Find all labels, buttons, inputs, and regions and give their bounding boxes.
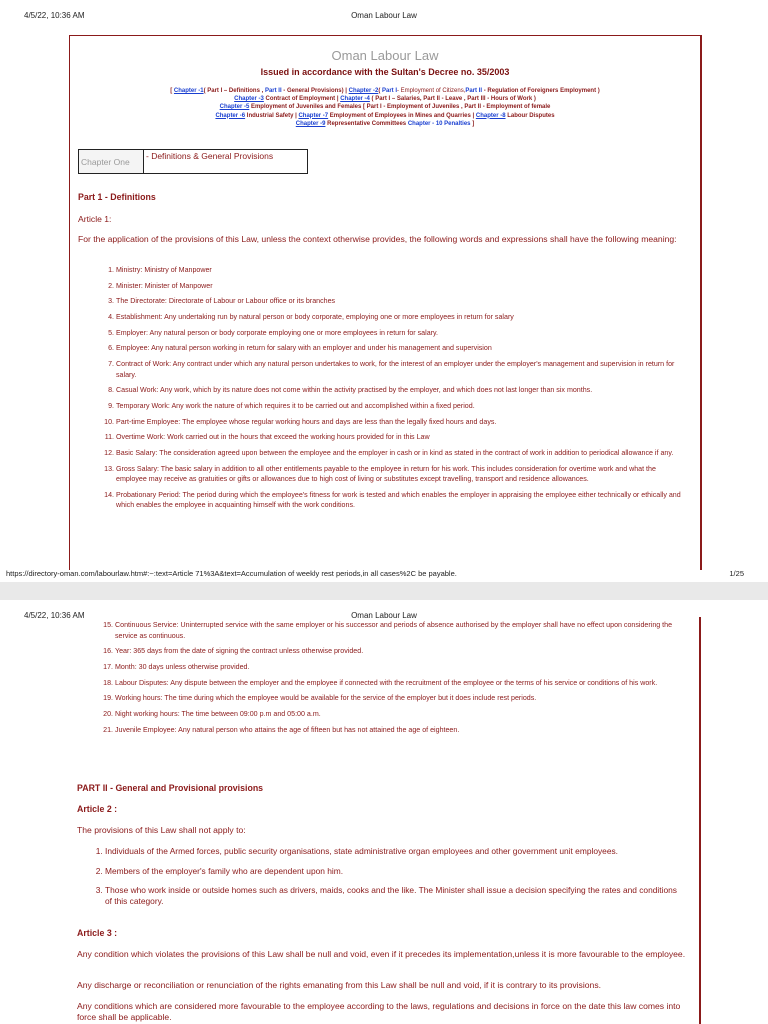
toc-text: ( Part I – Definitions , (203, 88, 265, 94)
list-item: 18. Labour Disputes: Any dispute between the employer and the employee if connected with the recruitment of the employee or the terms of his service or conditions of his work. (115, 678, 685, 689)
print-footer (0, 569, 768, 581)
toc-link-chapter-6[interactable]: Chapter -6 (215, 112, 246, 119)
toc-link-chapter-1[interactable]: Chapter -1 (173, 88, 204, 94)
toc-text: ] (470, 120, 475, 127)
toc-text: Employment of Juveniles and Females [ Part I - Employment of Juveniles , Part II - Employment of female (249, 104, 551, 111)
part-2-heading: PART II - General and Provisional provisions (77, 783, 264, 793)
toc-link-chapter-3[interactable]: Chapter -3 (234, 96, 264, 103)
toc-line-5 (110, 120, 660, 128)
list-item: 1. Individuals of the Armed forces, public security organisations, state administrative organ employees and other government unit employees. (105, 846, 685, 857)
list-item: 16. Year: 365 days from the date of signing the contract unless otherwise provided. (115, 646, 685, 657)
toc-text: ( (378, 88, 382, 94)
toc-text: - General Provisions) | (281, 88, 349, 94)
list-item: 7. Contract of Work: Any contract under which any natural person undertakes to work, for the interest of an employer under the employer's management and supervision in return for salary. (116, 359, 686, 380)
toc-text: ( Part I – Salaries, Part II - Leave , Part III - Hours of Work ) (369, 96, 536, 103)
document-subtitle: Issued in accordance with the Sultan's Decree no. 35/2003 (260, 67, 510, 77)
list-item: 17. Month: 30 days unless otherwise provided. (115, 662, 685, 673)
toc-link-part-1[interactable]: Part I (382, 88, 398, 94)
toc-link-chapter-2[interactable]: Chapter -2 (348, 88, 379, 94)
list-item: 8. Casual Work: Any work, which by its nature does not come within the activity practised by the employer, and which does not last longer than six months. (116, 385, 686, 396)
article-3-para-2: Any discharge or reconciliation or renunciation of the rights emanating from this Law shall be null and void, if it is contrary to its provisions. (77, 980, 602, 990)
list-item: 20. Night working hours: The time between 09:00 p.m and 05:00 a.m. (115, 709, 685, 720)
list-item: 5. Employer: Any natural person or body corporate employing one or more employees in return for salary. (116, 328, 686, 339)
article-2-list (69, 846, 685, 915)
toc-text: - Employment of Citizens, (397, 88, 466, 94)
toc-text: - Regulation of Foreigners Employment ) (482, 88, 600, 94)
pdf-page-2 (0, 600, 768, 1024)
list-item: 1. Ministry: Ministry of Manpower (116, 265, 686, 276)
chapter-number: Chapter One (79, 150, 144, 173)
toc-link-chapter-8[interactable]: Chapter -8 (475, 112, 506, 119)
part-1-heading: Part 1 - Definitions (78, 192, 156, 202)
toc-text: [ (170, 88, 174, 94)
list-item: 6. Employee: Any natural person working in return for salary with an employer and under his management and supervision (116, 343, 686, 354)
page-number: 1/25 (729, 569, 744, 578)
toc-line-3 (110, 103, 660, 111)
list-item: 9. Temporary Work: Any work the nature of which requires it to be carried out and accomplished within a fixed period. (116, 401, 686, 412)
toc-link-part-2[interactable]: Part II (264, 88, 282, 94)
list-item: 14. Probationary Period: The period during which the employee's fitness for work is tested and which enables the employer in appraising the employee either technically or ethically and which enables the employee in acquainting himself with the work conditions. (116, 490, 686, 511)
definitions-list (70, 265, 686, 516)
toc-text: Labour Disputes (505, 112, 555, 119)
chapter-heading-box (78, 149, 308, 174)
toc-link-chapter-9[interactable]: Chapter -9 (295, 120, 326, 127)
toc-link-chapter-4[interactable]: Chapter -4 (340, 96, 370, 103)
list-item: 2. Members of the employer's family who are dependent upon him. (105, 866, 685, 877)
article-1-label: Article 1: (78, 214, 112, 224)
list-item: 3. Those who work inside or outside homes such as drivers, maids, cooks and the like. The Minister shall issue a decision specifying the rates and conditions of this category. (105, 885, 685, 906)
document-title: Oman Labour Law (331, 48, 439, 63)
list-item: 21. Juvenile Employee: Any natural person who attains the age of fifteen but has not attained the age of eighteen. (115, 725, 685, 736)
list-item: 15. Continuous Service: Uninterrupted service with the same employer or his successor and periods of absence authorised by the employer shall have no effect upon considering the service as continuous. (115, 620, 685, 641)
toc-line-2 (110, 95, 660, 103)
article-3-para-3: Any conditions which are considered more favourable to the employee according to the laws, regulations and decisions in force on the date this law comes into force shall be applicable. (77, 1001, 681, 1022)
print-date: 4/5/22, 10:36 AM (24, 11, 85, 20)
toc-link-chapter-7[interactable]: Chapter -7 (298, 112, 329, 119)
list-item: 12. Basic Salary: The consideration agreed upon between the employee and the employer in cash or in kind as stated in the contract of work in addition to periodical allowance if any. (116, 448, 686, 459)
toc-line-1 (110, 87, 660, 95)
toc-text: Contract of Employment | (263, 96, 341, 103)
print-title: Oman Labour Law (351, 611, 417, 620)
article-3-para-1: Any condition which violates the provisions of this Law shall be null and void, even if it precedes its implementation,unless it is more favourable to the employee. (77, 949, 686, 959)
table-of-contents (110, 87, 660, 128)
chapter-name: - Definitions & General Provisions (146, 151, 274, 161)
article-2-intro: The provisions of this Law shall not apply to: (77, 825, 246, 835)
toc-text: Industrial Safety | (245, 112, 299, 119)
toc-link-chapter-10[interactable]: Chapter - 10 Penalties (407, 120, 471, 127)
print-header (0, 11, 768, 23)
article-1-intro: For the application of the provisions of this Law, unless the context otherwise provides, the following words and expressions shall have the following meaning: (78, 234, 677, 244)
print-url: https://directory-oman.com/labourlaw.htm#:~:text=Article 71%3A&text=Accumulation of weekly rest periods,in all cases%2C be payable. (6, 569, 457, 578)
article-3-label: Article 3 : (77, 928, 118, 938)
document-frame (69, 617, 701, 1024)
toc-link-chapter-5[interactable]: Chapter -5 (219, 104, 250, 111)
document-frame (69, 35, 702, 570)
print-date: 4/5/22, 10:36 AM (24, 611, 85, 620)
list-item: 4. Establishment: Any undertaking run by natural person or body corporate, employing one or more employees in return for salary (116, 312, 686, 323)
list-item: 2. Minister: Minister of Manpower (116, 281, 686, 292)
list-item: 3. The Directorate: Directorate of Labour or Labour office or its branches (116, 296, 686, 307)
print-title: Oman Labour Law (351, 11, 417, 20)
toc-link-part-2b[interactable]: Part II (465, 88, 483, 94)
toc-text: Representative Committees (325, 120, 408, 127)
definitions-list-continued (69, 620, 685, 740)
toc-text: Employment of Employees in Mines and Quarries | (328, 112, 476, 119)
toc-line-4 (110, 112, 660, 120)
list-item: 10. Part-time Employee: The employee whose regular working hours and days are less than the legally fixed hours and days. (116, 417, 686, 428)
list-item: 11. Overtime Work: Work carried out in the hours that exceed the working hours provided for in this Law (116, 432, 686, 443)
list-item: 19. Working hours: The time during which the employee would be available for the service of the employer but it does include rest periods. (115, 693, 685, 704)
list-item: 13. Gross Salary: The basic salary in addition to all other entitlements payable to the employee in return for his work. This includes consideration for overtime work and what the employee may receive as gratuities or gifts or allowances due to high cost of living or substitutes except travelling, transport and residence allowances. (116, 464, 686, 485)
article-2-label: Article 2 : (77, 804, 118, 814)
